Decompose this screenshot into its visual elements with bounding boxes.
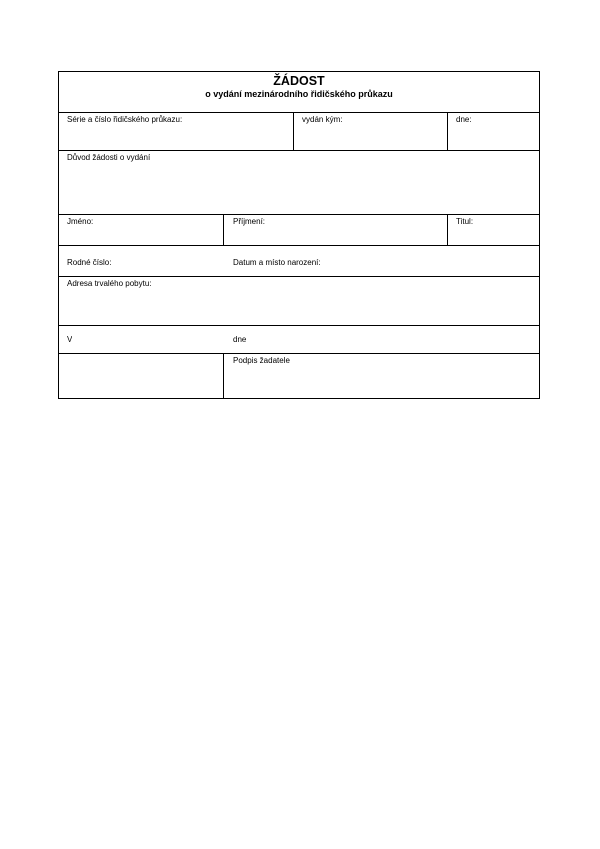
birth-date-place-field[interactable] bbox=[223, 246, 539, 276]
birth-date-place-label: Datum a místo narození: bbox=[233, 258, 321, 267]
application-form bbox=[58, 71, 540, 399]
surname-field[interactable] bbox=[223, 215, 447, 245]
title-field[interactable] bbox=[447, 215, 539, 245]
signature-field[interactable] bbox=[223, 354, 539, 398]
issued-date-field[interactable] bbox=[447, 113, 539, 150]
license-row bbox=[59, 113, 539, 151]
first-name-label: Jméno: bbox=[67, 217, 94, 226]
form-subtitle: o vydání mezinárodního řidičského průkazu bbox=[205, 89, 393, 99]
issued-by-label: vydán kým: bbox=[302, 115, 343, 124]
signature-blank-cell bbox=[59, 354, 223, 398]
place-field[interactable] bbox=[59, 326, 223, 353]
signature-label: Podpis žadatele bbox=[233, 356, 290, 365]
place-label: V bbox=[67, 335, 73, 344]
address-field[interactable] bbox=[59, 277, 539, 325]
form-title: ŽÁDOST bbox=[273, 74, 325, 88]
title-label: Titul: bbox=[456, 217, 474, 226]
license-series-label: Série a číslo řidičského průkazu: bbox=[67, 115, 183, 124]
first-name-field[interactable] bbox=[59, 215, 223, 245]
address-label: Adresa trvalého pobytu: bbox=[67, 279, 152, 288]
date-field[interactable] bbox=[223, 326, 539, 353]
birth-number-label: Rodné číslo: bbox=[67, 258, 112, 267]
place-date-row bbox=[59, 326, 539, 354]
surname-label: Příjmení: bbox=[233, 217, 266, 226]
address-row bbox=[59, 277, 539, 326]
birth-row bbox=[59, 246, 539, 277]
birth-number-field[interactable] bbox=[59, 246, 223, 276]
issued-date-label: dne: bbox=[456, 115, 472, 124]
reason-row bbox=[59, 151, 539, 215]
signature-row bbox=[59, 354, 539, 398]
name-row bbox=[59, 215, 539, 246]
reason-label: Důvod žádosti o vydání bbox=[67, 153, 151, 162]
issued-by-field[interactable] bbox=[293, 113, 447, 150]
form-header bbox=[59, 72, 539, 113]
date-label: dne bbox=[233, 335, 247, 344]
reason-field[interactable] bbox=[59, 151, 539, 214]
license-series-field[interactable] bbox=[59, 113, 293, 150]
